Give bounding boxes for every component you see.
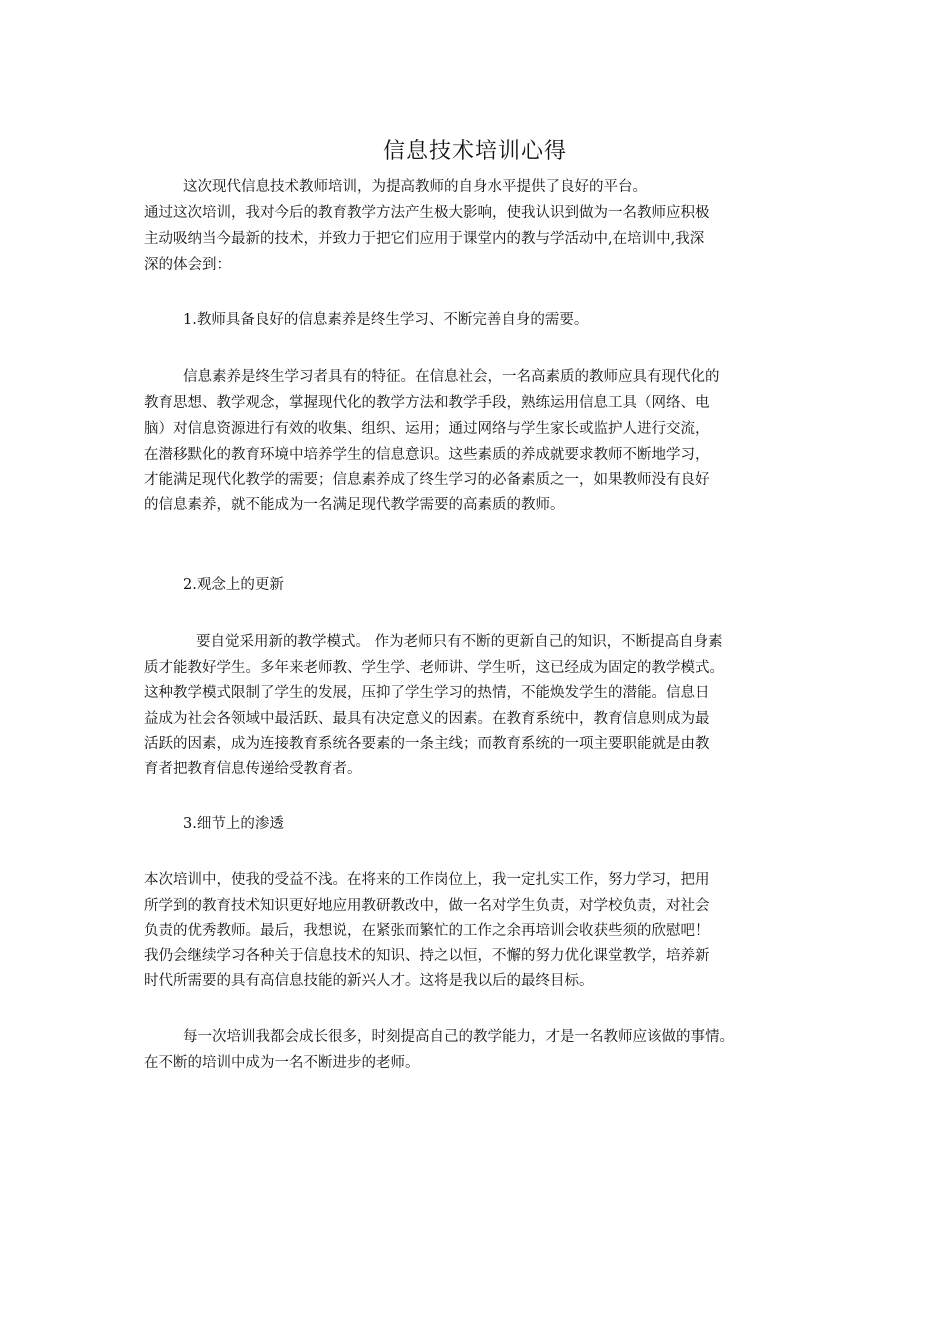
section-2-line-2: 质才能教好学生。多年来老师教、学生学、老师讲、学生听，这已经成为固定的教学模式。 [144, 660, 724, 676]
section-3-line-4: 我仍会继续学习各种关于信息技术的知识、持之以恒，不懈的努力优化课堂教学，培养新 [144, 948, 710, 964]
document-title: 信息技术培训心得 [382, 139, 567, 164]
section-2-line-5: 活跃的因素，成为连接教育系统各要素的一条主线；而教育系统的一项主要职能就是由教 [144, 736, 710, 752]
section-1-line-2: 教育思想、教学观念，掌握现代化的教学方法和教学手段，熟练运用信息工具（网络、电 [144, 395, 710, 411]
section-3-heading: 3.细节上的渗透 [183, 816, 284, 832]
section-1-line-6: 的信息素养，就不能成为一名满足现代教学需要的高素质的教师。 [144, 497, 565, 513]
section-3-line-2: 所学到的教育技术知识更好地应用教研教改中，做一名对学生负责，对学校负责，对社会 [144, 898, 710, 914]
section-2-heading: 2.观念上的更新 [183, 577, 284, 593]
intro-line-4: 深的体会到： [144, 257, 231, 273]
section-1-heading: 1.教师具备良好的信息素养是终生学习、不断完善自身的需要。 [183, 312, 589, 328]
intro-line-2: 通过这次培训，我对今后的教育教学方法产生极大影响，使我认识到做为一名教师应积极 [144, 205, 710, 221]
section-1-line-3: 脑）对信息资源进行有效的收集、组织、运用；通过网络与学生家长或监护人进行交流， [144, 421, 710, 437]
section-3-line-3: 负责的优秀教师。最后，我想说，在紧张而繁忙的工作之余再培训会收获些须的欣慰吧！ [144, 923, 710, 939]
section-2-line-6: 育者把教育信息传递给受教育者。 [144, 761, 362, 777]
section-3-line-5: 时代所需要的具有高信息技能的新兴人才。这将是我以后的最终目标。 [144, 973, 594, 989]
section-2-line-1: 要自觉采用新的教学模式。 作为老师只有不断的更新自己的知识，不断提高自身素 [196, 634, 723, 650]
section-3-line-1: 本次培训中，使我的受益不浅。在将来的工作岗位上，我一定扎实工作，努力学习，把用 [144, 872, 710, 888]
intro-line-1: 这次现代信息技术教师培训，为提高教师的自身水平提供了良好的平台。 [183, 179, 647, 195]
section-1-line-5: 才能满足现代化教学的需要；信息素养成了终生学习的必备素质之一，如果教师没有良好 [144, 472, 710, 488]
intro-line-3: 主动吸纳当今最新的技术，并致力于把它们应用于课堂内的教与学活动中,在培训中,我深 [144, 231, 705, 247]
closing-line-1: 每一次培训我都会成长很多，时刻提高自己的教学能力，才是一名教师应该做的事情。 [183, 1029, 734, 1045]
section-2-line-3: 这种教学模式限制了学生的发展，压抑了学生学习的热情，不能焕发学生的潜能。信息日 [144, 685, 710, 701]
closing-line-2: 在不断的培训中成为一名不断进步的老师。 [144, 1055, 420, 1071]
section-1-line-1: 信息素养是终生学习者具有的特征。在信息社会，一名高素质的教师应具有现代化的 [183, 369, 720, 385]
section-2-line-4: 益成为社会各领域中最活跃、最具有决定意义的因素。在教育系统中，教育信息则成为最 [144, 711, 710, 727]
section-1-line-4: 在潜移默化的教育环境中培养学生的信息意识。这些素质的养成就要求教师不断地学习， [144, 447, 710, 463]
